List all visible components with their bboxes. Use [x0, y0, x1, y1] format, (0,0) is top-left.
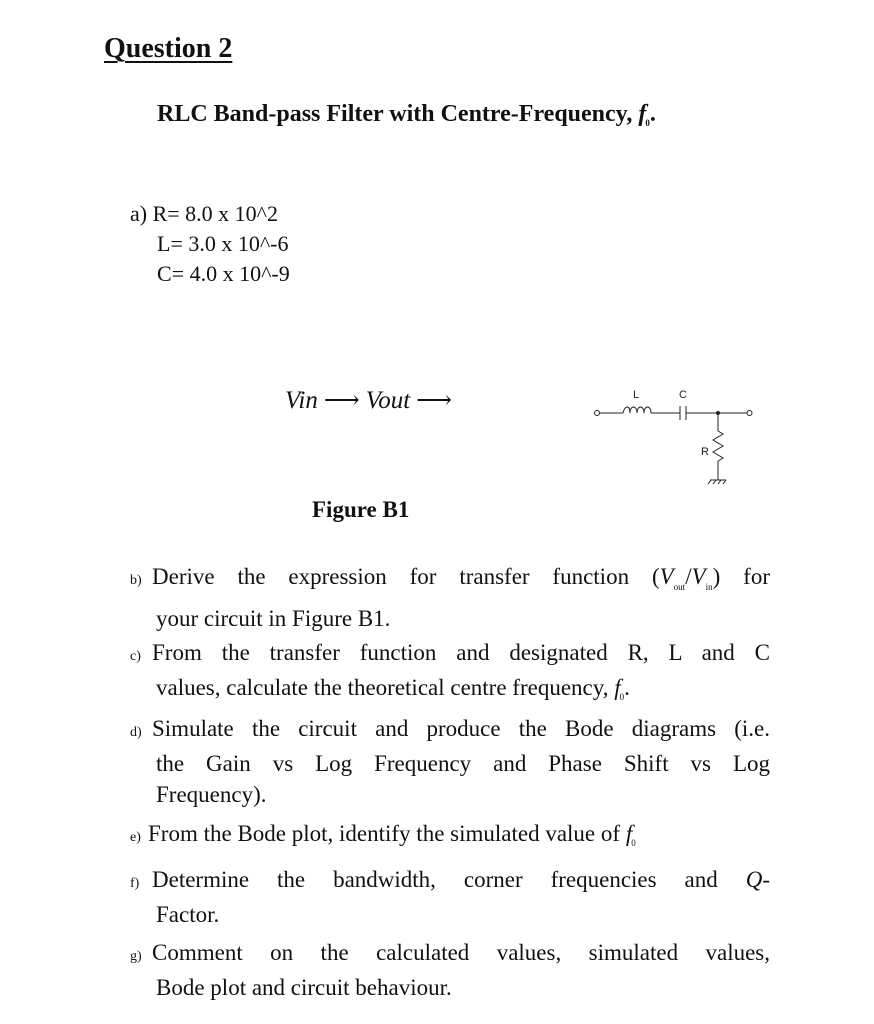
figure-caption: Figure B1	[312, 497, 410, 522]
part-e-f-subscript: 0	[631, 838, 636, 848]
resistor-value: R= 8.0 x 10^2	[152, 201, 278, 226]
resistor-symbol	[713, 431, 723, 461]
part-b	[130, 561, 770, 634]
part-g-line1	[130, 937, 770, 972]
subtitle-period: .	[649, 101, 656, 127]
capacitor-value: C= 4.0 x 10^-9	[157, 261, 290, 286]
part-c-f-symbol: f	[614, 675, 621, 700]
question-title: Question 2	[104, 33, 233, 64]
vin-arrow-icon: ⟶	[323, 387, 360, 414]
part-e-label: e)	[130, 830, 141, 845]
part-f-label: f)	[130, 876, 140, 891]
part-b-text: Derive the expression for transfer function (	[152, 564, 660, 589]
v-out-subscript: out	[673, 582, 686, 592]
part-e-f-symbol: f	[625, 821, 633, 846]
subtitle-f-symbol: f	[638, 101, 647, 127]
part-b-line1	[130, 561, 770, 603]
vout-arrow-icon: ⟶	[416, 387, 453, 414]
capacitor-label: C	[679, 389, 687, 401]
vin-label: Vin	[285, 387, 318, 414]
inductor-label: L	[633, 389, 640, 401]
part-b-line2: your circuit in Figure B1.	[156, 606, 391, 631]
v-in-subscript: in	[705, 582, 713, 592]
part-g-line2: Bode plot and circuit behaviour.	[156, 975, 452, 1000]
part-d	[130, 713, 770, 810]
part-c-text: From the transfer function and designated R, L and C	[152, 640, 770, 665]
part-g-text: Comment on the calculated values, simulated values,	[152, 940, 770, 965]
part-d-text: Simulate the circuit and produce the Bode diagrams (i.e.	[152, 716, 770, 741]
part-f-line1	[130, 864, 770, 899]
part-a-label: a)	[130, 201, 148, 226]
part-f-hyphen: -	[762, 867, 770, 892]
q-symbol: Q	[745, 867, 763, 892]
output-terminal	[747, 411, 752, 416]
part-d-label: d)	[130, 725, 142, 740]
part-c-f-subscript: 0	[619, 692, 625, 702]
part-f-line2: Factor.	[156, 902, 220, 927]
resistor-label: R	[701, 446, 709, 458]
part-c-period: .	[624, 675, 630, 700]
part-c-text2: values, calculate the theoretical centre frequency,	[156, 675, 615, 700]
part-e-text: From the Bode plot, identify the simulated value of	[148, 821, 626, 846]
part-b-label: b)	[130, 573, 142, 588]
subtitle-f-subscript: 0	[645, 118, 650, 128]
part-f	[130, 864, 770, 930]
v-symbol-2: V	[691, 564, 706, 589]
part-c-label: c)	[130, 649, 141, 664]
part-g	[130, 937, 770, 1003]
part-c-line1	[130, 637, 770, 672]
part-g-label: g)	[130, 949, 142, 964]
signal-flow	[285, 385, 458, 415]
junction-dot	[716, 411, 720, 415]
part-d-line3: Frequency).	[156, 782, 267, 807]
part-c	[130, 637, 770, 713]
inductor-value: L= 3.0 x 10^-6	[157, 231, 289, 256]
input-terminal	[595, 411, 600, 416]
vout-label: Vout	[365, 387, 411, 414]
part-e-line1	[130, 818, 770, 859]
part-d-line2: the Gain vs Log Frequency and Phase Shift vs Log	[156, 751, 770, 776]
rlc-circuit-diagram	[585, 383, 770, 493]
filter-subtitle	[157, 101, 656, 128]
subtitle-text: RLC Band-pass Filter with Centre-Frequency,	[157, 101, 639, 127]
part-c-line2	[130, 672, 770, 713]
v-symbol: V	[659, 564, 674, 589]
part-b-text-end: ) for	[712, 564, 770, 589]
part-d-line1	[130, 713, 770, 748]
part-a-r-line	[130, 199, 278, 229]
inductor-symbol	[623, 407, 651, 413]
part-f-text: Determine the bandwidth, corner frequencies and	[152, 867, 746, 892]
ratio-slash: /	[685, 564, 692, 589]
part-e	[130, 818, 770, 859]
